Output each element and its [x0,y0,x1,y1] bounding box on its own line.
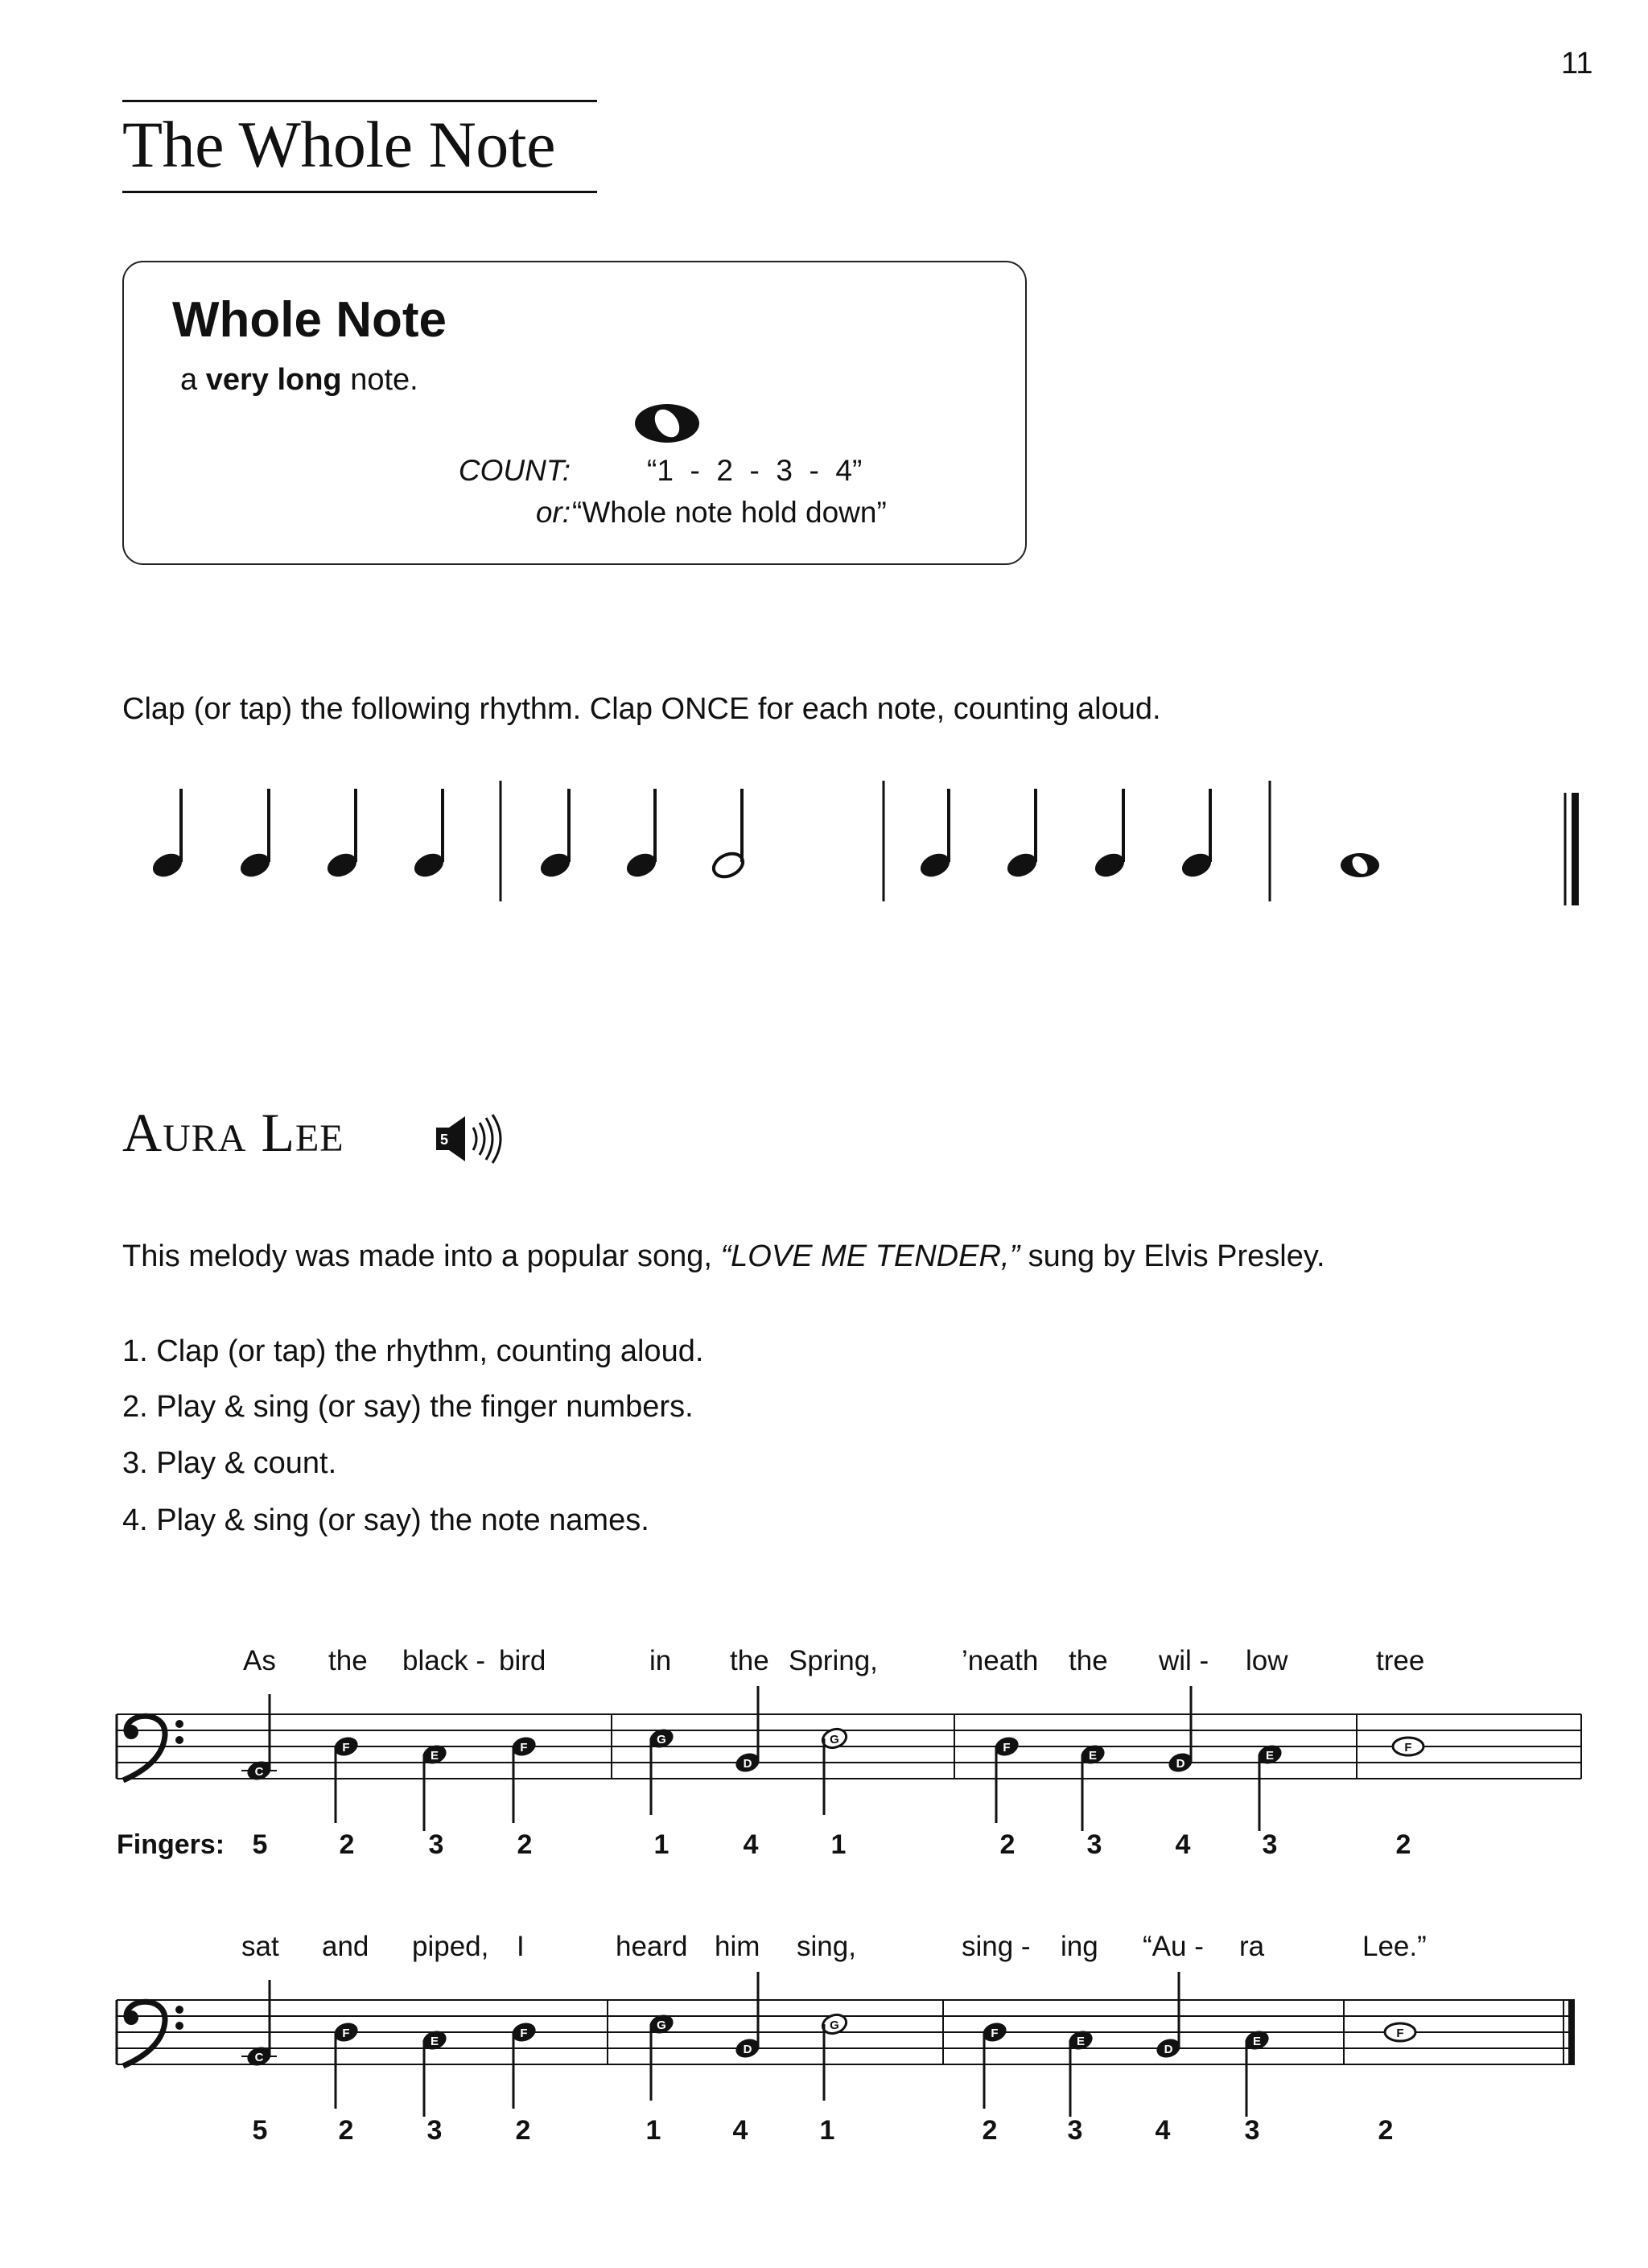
lyric-word: “Au - [1143,1932,1204,1962]
description-prefix: This melody was made into a popular song, [122,1239,721,1273]
note-e [1255,1742,1284,1831]
description-prefix: a [180,363,206,397]
half-note [710,789,746,881]
description-suffix: note. [341,363,418,397]
staff-system-2 [0,1932,1648,2165]
quarter-note [1091,789,1127,881]
note-g [820,2012,849,2101]
lyric-word: low [1246,1646,1288,1676]
finger-number: 3 [428,1829,444,1860]
note-g [647,1726,676,1815]
lyric-word: black - [402,1646,486,1676]
svg-text:G: G [657,1733,666,1746]
count-label: COUNT: [458,454,571,487]
finger-number: 5 [252,2115,268,2146]
finger-number: 1 [830,1829,847,1860]
svg-text:E: E [1076,2035,1086,2048]
svg-text:F: F [520,2027,528,2040]
lyric-word: the [1069,1646,1108,1676]
svg-text:F: F [1404,1741,1412,1755]
svg-text:F: F [342,2027,350,2040]
rhythm-exercise [0,757,1648,918]
note-c [241,1694,277,1783]
note-c [241,1980,277,2068]
lyric-word: sing - [962,1932,1031,1962]
finger-number: 2 [338,2115,354,2146]
finger-number: 3 [1067,2115,1083,2146]
page-title: The Whole Note [122,108,555,181]
fingers-label: Fingers: [117,1829,225,1860]
quarter-note [917,789,953,881]
whole-note-icon [631,399,703,447]
note-e [1078,1742,1107,1831]
lyric-word: the [328,1646,368,1676]
finger-number: 3 [426,2115,443,2146]
lyric-word: and [322,1932,369,1962]
svg-text:D: D [1164,2043,1173,2056]
finger-number: 2 [999,1829,1016,1860]
section-title-block [122,100,597,193]
finger-number: 1 [645,2115,661,2146]
page-number: 11 [1561,47,1593,80]
svg-text:E: E [430,1749,439,1763]
song-title: Aura Lee [122,1102,344,1163]
svg-text:F: F [991,2027,999,2040]
quarter-note [149,789,185,881]
lyric-word: bird [499,1646,546,1676]
lyric-word: Spring, [789,1646,878,1676]
quarter-note [1178,789,1214,881]
final-bar-thick [1568,2000,1575,2064]
bass-clef-icon [123,1716,183,1780]
finger-number: 5 [252,1829,268,1860]
step-4: 4. Play & sing (or say) the note names. [122,1503,649,1537]
svg-text:G: G [830,2019,839,2032]
lyric-word: I [517,1932,525,1962]
note-e [420,2028,449,2117]
lyric-word: ing [1061,1932,1098,1962]
lyric-word: tree [1376,1646,1425,1676]
note-e [1066,2028,1095,2117]
lyric-word: sat [241,1932,279,1962]
finger-number: 2 [515,2115,531,2146]
lyric-word: piped, [412,1932,489,1962]
definition-box [122,261,1027,565]
svg-text:F: F [520,1741,528,1755]
lyric-word: As [243,1646,276,1676]
finger-number: 2 [982,2115,998,2146]
svg-text:C: C [254,2051,264,2064]
svg-text:G: G [657,2019,666,2032]
finger-number: 2 [1378,2115,1394,2146]
svg-text:C: C [254,1765,264,1779]
finger-number: 3 [1086,1829,1102,1860]
svg-text:D: D [1176,1757,1185,1771]
note-e [420,1742,449,1831]
finger-number: 4 [1175,1829,1191,1860]
lyric-word: the [730,1646,769,1676]
svg-text:G: G [830,1733,839,1746]
note-f [1393,1738,1423,1755]
staff-system-1 [0,1646,1648,1879]
song-description [122,1239,1325,1274]
note-f [1385,2023,1415,2041]
speaker-icon[interactable] [433,1113,505,1165]
finger-number: 2 [517,1829,533,1860]
finger-number: 4 [1155,2115,1171,2146]
svg-text:E: E [1088,1749,1098,1763]
svg-text:E: E [1265,1749,1275,1763]
finger-number: 1 [653,1829,670,1860]
or-label: or: [535,496,571,529]
definition-heading: Whole Note [172,292,447,348]
finger-number: 2 [339,1829,355,1860]
lyric-word: sing, [797,1932,856,1962]
final-bar-thick [1572,793,1579,905]
finger-number: 2 [1395,1829,1411,1860]
step-2: 2. Play & sing (or say) the finger numbers. [122,1390,694,1424]
quarter-note [537,789,573,881]
step-3: 3. Play & count. [122,1446,337,1480]
quarter-note [1003,789,1040,881]
lyric-word: him [715,1932,760,1962]
svg-text:D: D [743,1757,752,1771]
note-g [820,1726,849,1815]
svg-text:F: F [1396,2027,1404,2040]
finger-number: 4 [732,2115,748,2146]
quarter-note [237,789,273,881]
quarter-note [623,789,659,881]
lyric-word: wil - [1159,1646,1209,1676]
description-emphasis: very long [205,363,342,397]
song-reference: “LOVE ME TENDER,” [720,1239,1020,1273]
finger-number: 4 [743,1829,759,1860]
finger-number: 1 [819,2115,835,2146]
lyric-word: in [649,1646,672,1676]
count-value: “1 - 2 - 3 - 4” [647,454,863,487]
quarter-note [323,789,360,881]
finger-number: 3 [1262,1829,1278,1860]
note-e [1242,2028,1271,2117]
svg-text:F: F [1003,1741,1011,1755]
description-suffix: sung by Elvis Presley. [1020,1239,1325,1273]
or-value: “Whole note hold down” [572,496,887,529]
lyric-word: heard [616,1932,688,1962]
lyric-word: ’neath [962,1646,1039,1676]
whole-note [1341,853,1379,877]
bass-clef-icon [123,2002,183,2066]
note-g [647,2012,676,2101]
lyric-word: Lee.” [1362,1932,1427,1962]
quarter-note [410,789,447,881]
svg-text:D: D [743,2043,752,2056]
svg-text:E: E [1252,2035,1262,2048]
step-1: 1. Clap (or tap) the rhythm, counting aloud. [122,1334,704,1368]
definition-description [180,363,418,398]
svg-text:F: F [342,1741,350,1755]
finger-number: 3 [1244,2115,1260,2146]
clap-instruction: Clap (or tap) the following rhythm. Clap ONCE for each note, counting aloud. [122,692,1161,726]
track-number: 5 [439,1132,449,1148]
lyric-word: ra [1239,1932,1265,1962]
svg-text:E: E [430,2035,439,2048]
